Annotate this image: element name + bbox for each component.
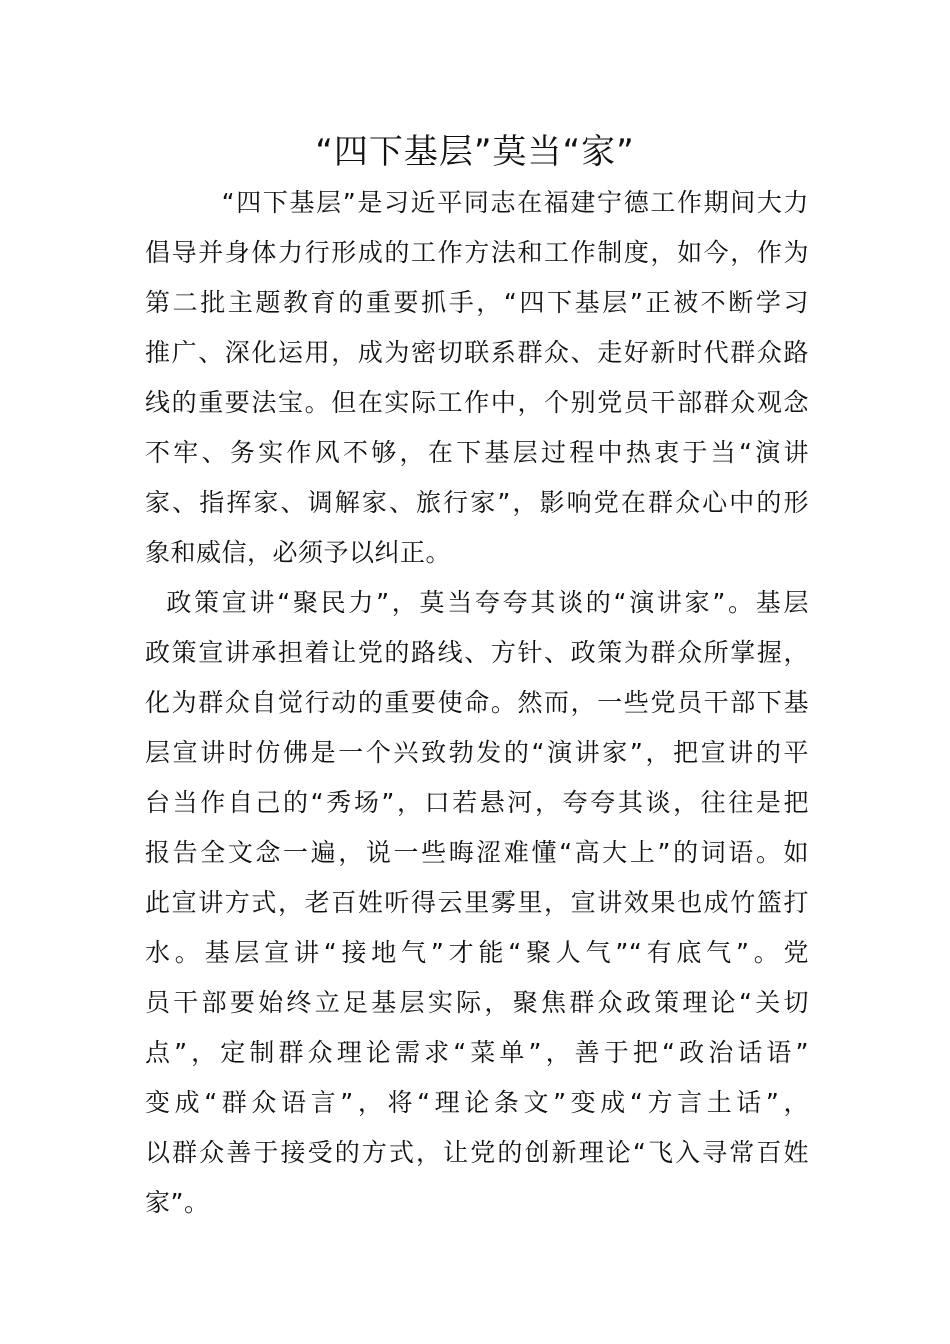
text-line: 台当作自己的“秀场”，口若悬河，夸夸其谈，往往是把: [145, 788, 809, 817]
document-body: [145, 178, 809, 1228]
text-line: 水。基层宣讲“接地气”才能“聚人气”“有底气”。党: [145, 938, 809, 967]
text-line: 象和威信，必须予以纠正。: [145, 538, 452, 567]
text-line: 层宣讲时仿佛是一个兴致勃发的“演讲家”，把宣讲的平: [145, 738, 809, 767]
text-line: 政策宣讲“聚民力”，莫当夸夸其谈的“演讲家”。基层: [145, 588, 809, 617]
text-line: 家”。: [145, 1188, 210, 1217]
text-line: 政策宣讲承担着让党的路线、方针、政策为群众所掌握，: [145, 638, 809, 667]
text-line: 化为群众自觉行动的重要使命。然而，一些党员干部下基: [145, 688, 809, 717]
text-line: “四下基层”是习近平同志在福建宁德工作期间大力: [145, 188, 809, 217]
text-line: 倡导并身体力行形成的工作方法和工作制度，如今，作为: [145, 238, 809, 267]
text-line: 报告全文念一遍，说一些晦涩难懂“高大上”的词语。如: [145, 838, 809, 867]
text-line: 推广、深化运用，成为密切联系群众、走好新时代群众路: [145, 338, 809, 367]
text-line: 第二批主题教育的重要抓手，“四下基层”正被不断学习: [145, 288, 809, 317]
text-line: 以群众善于接受的方式，让党的创新理论“飞入寻常百姓: [145, 1138, 809, 1167]
text-line: 不牢、务实作风不够，在下基层过程中热衷于当“演讲: [145, 438, 809, 467]
text-line: 家、指挥家、调解家、旅行家”，影响党在群众心中的形: [145, 488, 809, 517]
paragraph-intro: [145, 178, 809, 578]
paragraph-speaker: [145, 578, 809, 1228]
text-line: 变成“群众语言”，将“理论条文”变成“方言土话”，: [145, 1088, 809, 1117]
document-title: “四下基层”莫当“家”: [315, 132, 635, 172]
text-line: 线的重要法宝。但在实际工作中，个别党员干部群众观念: [145, 388, 809, 417]
text-line: 此宣讲方式，老百姓听得云里雾里，宣讲效果也成竹篮打: [145, 888, 809, 917]
text-line: 员干部要始终立足基层实际，聚焦群众政策理论“关切: [145, 988, 809, 1017]
text-line: 点”，定制群众理论需求“菜单”，善于把“政治话语”: [145, 1038, 809, 1067]
